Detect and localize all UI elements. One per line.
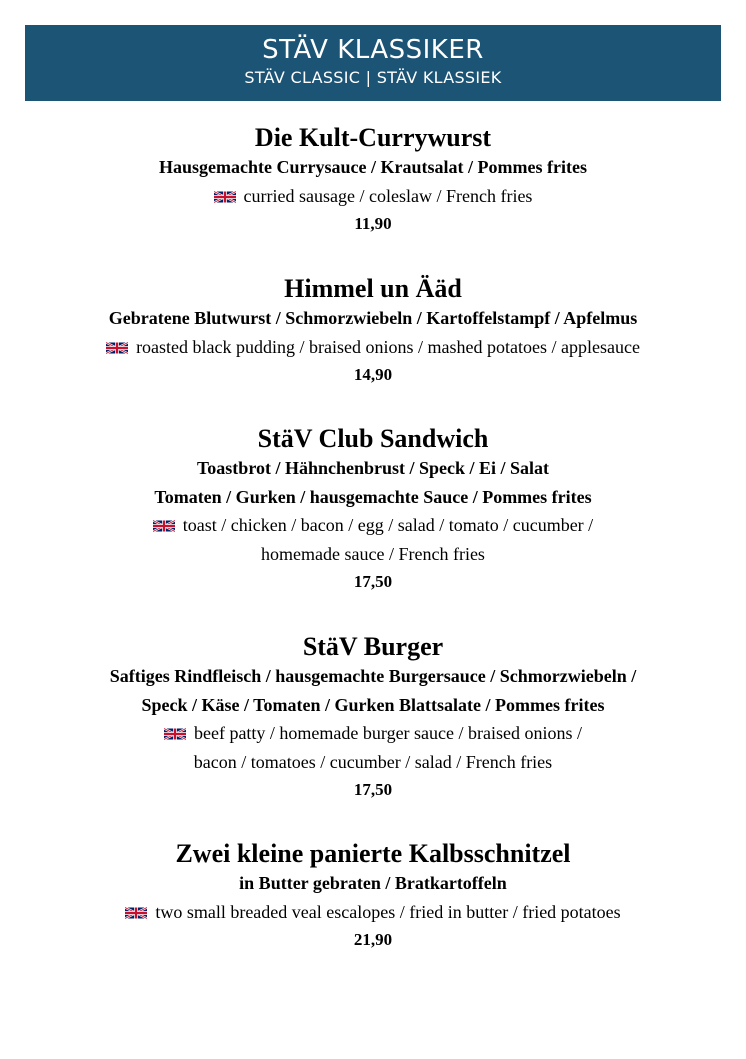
dish-name: StäV Burger (302, 632, 444, 661)
menu-title: STÄV KLASSIKER (262, 35, 484, 65)
dish-price: 21,90 (353, 930, 393, 949)
dish-burger (0, 632, 746, 805)
dish-description-de: Saftiges Rindfleisch / hausgemachte Burgersauce / Schmorzwiebeln / (109, 666, 637, 686)
uk-flag-icon (153, 520, 175, 532)
dish-currywurst (0, 123, 746, 239)
dish-name: Himmel un Ääd (284, 274, 462, 303)
dish-description-en: beef patty / homemade burger sauce / braised onions / (0, 719, 746, 748)
dish-description-en: roasted black pudding / braised onions / mashed potatoes / applesauce (0, 333, 746, 362)
dish-description-en: curried sausage / coleslaw / French fries (0, 182, 746, 211)
dish-club-sandwich (0, 424, 746, 597)
dish-description-de: Speck / Käse / Tomaten / Gurken Blattsalate / Pommes frites (141, 694, 605, 715)
uk-flag-icon (125, 907, 147, 919)
uk-flag-icon (106, 342, 128, 354)
dish-name: Zwei kleine panierte Kalbsschnitzel (175, 839, 571, 868)
menu-subtitle: STÄV CLASSIC | STÄV KLASSIEK (244, 68, 502, 87)
dish-description-de: Gebratene Blutwurst / Schmorzwiebeln / Kartoffelstampf / Apfelmus (108, 308, 638, 328)
dish-kalbsschnitzel (0, 839, 746, 955)
dish-description-de: Toastbrot / Hähnchenbrust / Speck / Ei / Salat (196, 458, 550, 478)
uk-flag-icon (214, 191, 236, 203)
dish-price: 11,90 (354, 214, 392, 233)
dish-name: StäV Club Sandwich (257, 424, 489, 453)
dish-description-de: Tomaten / Gurken / hausgemachte Sauce / Pommes frites (154, 486, 592, 507)
dish-himmel-un-aad (0, 274, 746, 390)
dish-description-en: toast / chicken / bacon / egg / salad / tomato / cucumber / (0, 511, 746, 540)
dish-name: Die Kult-Currywurst (254, 123, 492, 152)
dish-price: 17,50 (353, 572, 393, 591)
dish-price: 14,90 (353, 365, 393, 384)
dish-description-en: two small breaded veal escalopes / fried in butter / fried potatoes (0, 898, 746, 927)
uk-flag-icon (164, 728, 186, 740)
header-banner (25, 25, 721, 101)
dish-description-en: bacon / tomatoes / cucumber / salad / French fries (193, 751, 553, 772)
dish-description-en: homemade sauce / French fries (261, 543, 485, 564)
dish-description-de: in Butter gebraten / Bratkartoffeln (239, 873, 507, 893)
dish-description-de: Hausgemachte Currysauce / Krautsalat / Pommes frites (159, 157, 587, 177)
dish-price: 17,50 (353, 780, 393, 799)
